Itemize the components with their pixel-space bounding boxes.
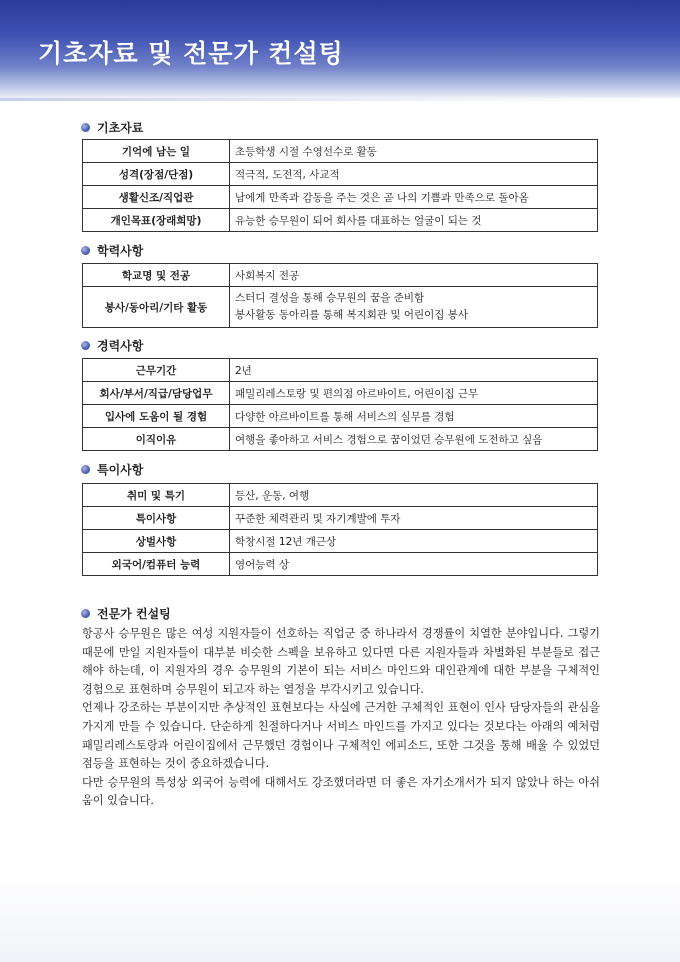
row-label: 봉사/동아리/기타 활동 [83,287,230,328]
row-label: 성격(장점/단점) [83,163,230,186]
table-row [83,287,598,328]
row-value: 초등학생 시절 수영선수로 활동 [230,140,598,163]
section-education-title: 학력사항 [97,243,144,258]
table-row [83,186,598,209]
table-row [83,553,598,576]
table-row [83,140,598,163]
table-row [83,530,598,553]
section-career-title: 경력사항 [97,338,144,353]
row-value: 남에게 만족과 감동을 주는 것은 곧 나의 기쁨과 만족으로 돌아옴 [230,186,598,209]
consulting-paragraph: 다만 승무원의 특성상 외국어 능력에 대해서도 강조했더라면 더 좋은 자기소개서가 되지 않았나 하는 아쉬움이 있습니다. [82,775,600,808]
row-label: 입사에 도움이 될 경험 [83,405,230,428]
bullet-icon [81,341,90,350]
row-value: 패밀리레스토랑 및 편의점 아르바이트, 어린이집 근무 [230,382,598,405]
table-row [83,359,598,382]
header-banner [0,0,680,102]
footer-decoration [0,870,680,962]
table-row [83,507,598,530]
row-value: 유능한 승무원이 되어 회사를 대표하는 얼굴이 되는 것 [230,209,598,232]
bullet-icon [81,246,90,255]
row-label: 개인목표(장래희망) [83,209,230,232]
row-label: 취미 및 특기 [83,484,230,507]
table-row [83,428,598,451]
row-label: 기억에 남는 일 [83,140,230,163]
page-title: 기초자료 및 전문가 컨설팅 [38,39,344,68]
bullet-icon [81,465,90,474]
value-line: 스터디 결성을 통해 승무원의 꿈을 준비함 [235,292,425,304]
row-label: 회사/부서/직급/담당업무 [83,382,230,405]
table-row [83,405,598,428]
section-basic-heading [81,118,143,136]
basic-info-table [82,139,598,232]
row-value: 사회복지 전공 [230,264,598,287]
table-row [83,163,598,186]
row-value: 여행을 좋아하고 서비스 경험으로 꿈이었던 승무원에 도전하고 싶음 [230,428,598,451]
row-label: 학교명 및 전공 [83,264,230,287]
row-value: 꾸준한 체력관리 및 자기계발에 투자 [230,507,598,530]
section-career-heading [81,336,143,354]
row-value: 2년 [230,359,598,382]
bullet-icon [81,123,90,132]
table-row [83,209,598,232]
special-table [82,483,598,576]
table-row [83,484,598,507]
consulting-paragraph: 언제나 강조하는 부분이지만 추상적인 표현보다는 사실에 근거한 구체적인 표현이 인사 담당자들의 관심을 가지게 만들 수 있습니다. 단순하게 친절하다거나 서비스 마인드를 가지고 있다는 것보다는 아래의 예처럼 패밀리레스토랑과 어린이집에서 근무했던 경험이나 구체적인 에피소드, 또한 그것을 통해 배울 수 있었던 점등을 표현하는 것이 중요하겠습니다. [82,701,600,771]
row-value: 다양한 아르바이트를 통해 서비스의 실무를 경험 [230,405,598,428]
section-consulting-heading [81,604,171,622]
career-table [82,358,598,451]
row-label: 근무기간 [83,359,230,382]
row-label: 특이사항 [83,507,230,530]
section-consulting-title: 전문가 컨설팅 [97,606,171,621]
section-special-heading [81,460,143,478]
header-divider [0,98,680,101]
section-basic-title: 기초자료 [97,120,144,135]
row-value: 적극적, 도전적, 사교적 [230,163,598,186]
value-line: 봉사활동 동아리를 통해 복지회관 및 어린이집 봉사 [235,309,469,321]
section-education-heading [81,241,143,259]
row-value: 영어능력 상 [230,553,598,576]
row-label: 상벌사항 [83,530,230,553]
row-label: 이직이유 [83,428,230,451]
row-value: 등산, 운동, 여행 [230,484,598,507]
table-row [83,382,598,405]
bullet-icon [81,609,90,618]
section-special-title: 특이사항 [97,462,144,477]
consulting-body [82,625,600,811]
row-value: 학창시절 12년 개근상 [230,530,598,553]
table-row [83,264,598,287]
row-value [230,287,598,328]
consulting-paragraph: 항공사 승무원은 많은 여성 지원자들이 선호하는 직업군 중 하나라서 경쟁률이 치열한 분야입니다. 그렇기 때문에 만일 지원자들이 대부분 비슷한 스펙을 보유하고 있다면 다른 지원자들과 차별화된 부분들로 접근해야 하는데, 이 지원자의 경우 승무원의 기본이 되는 서비스 마인드와 대인관계에 대한 부분을 구체적인 경험으로 표현하며 승무원이 되고자 하는 열정을 부각시키고 있습니다. [82,627,600,696]
row-label: 외국어/컴퓨터 능력 [83,553,230,576]
row-label: 생활신조/직업관 [83,186,230,209]
education-table [82,263,598,328]
